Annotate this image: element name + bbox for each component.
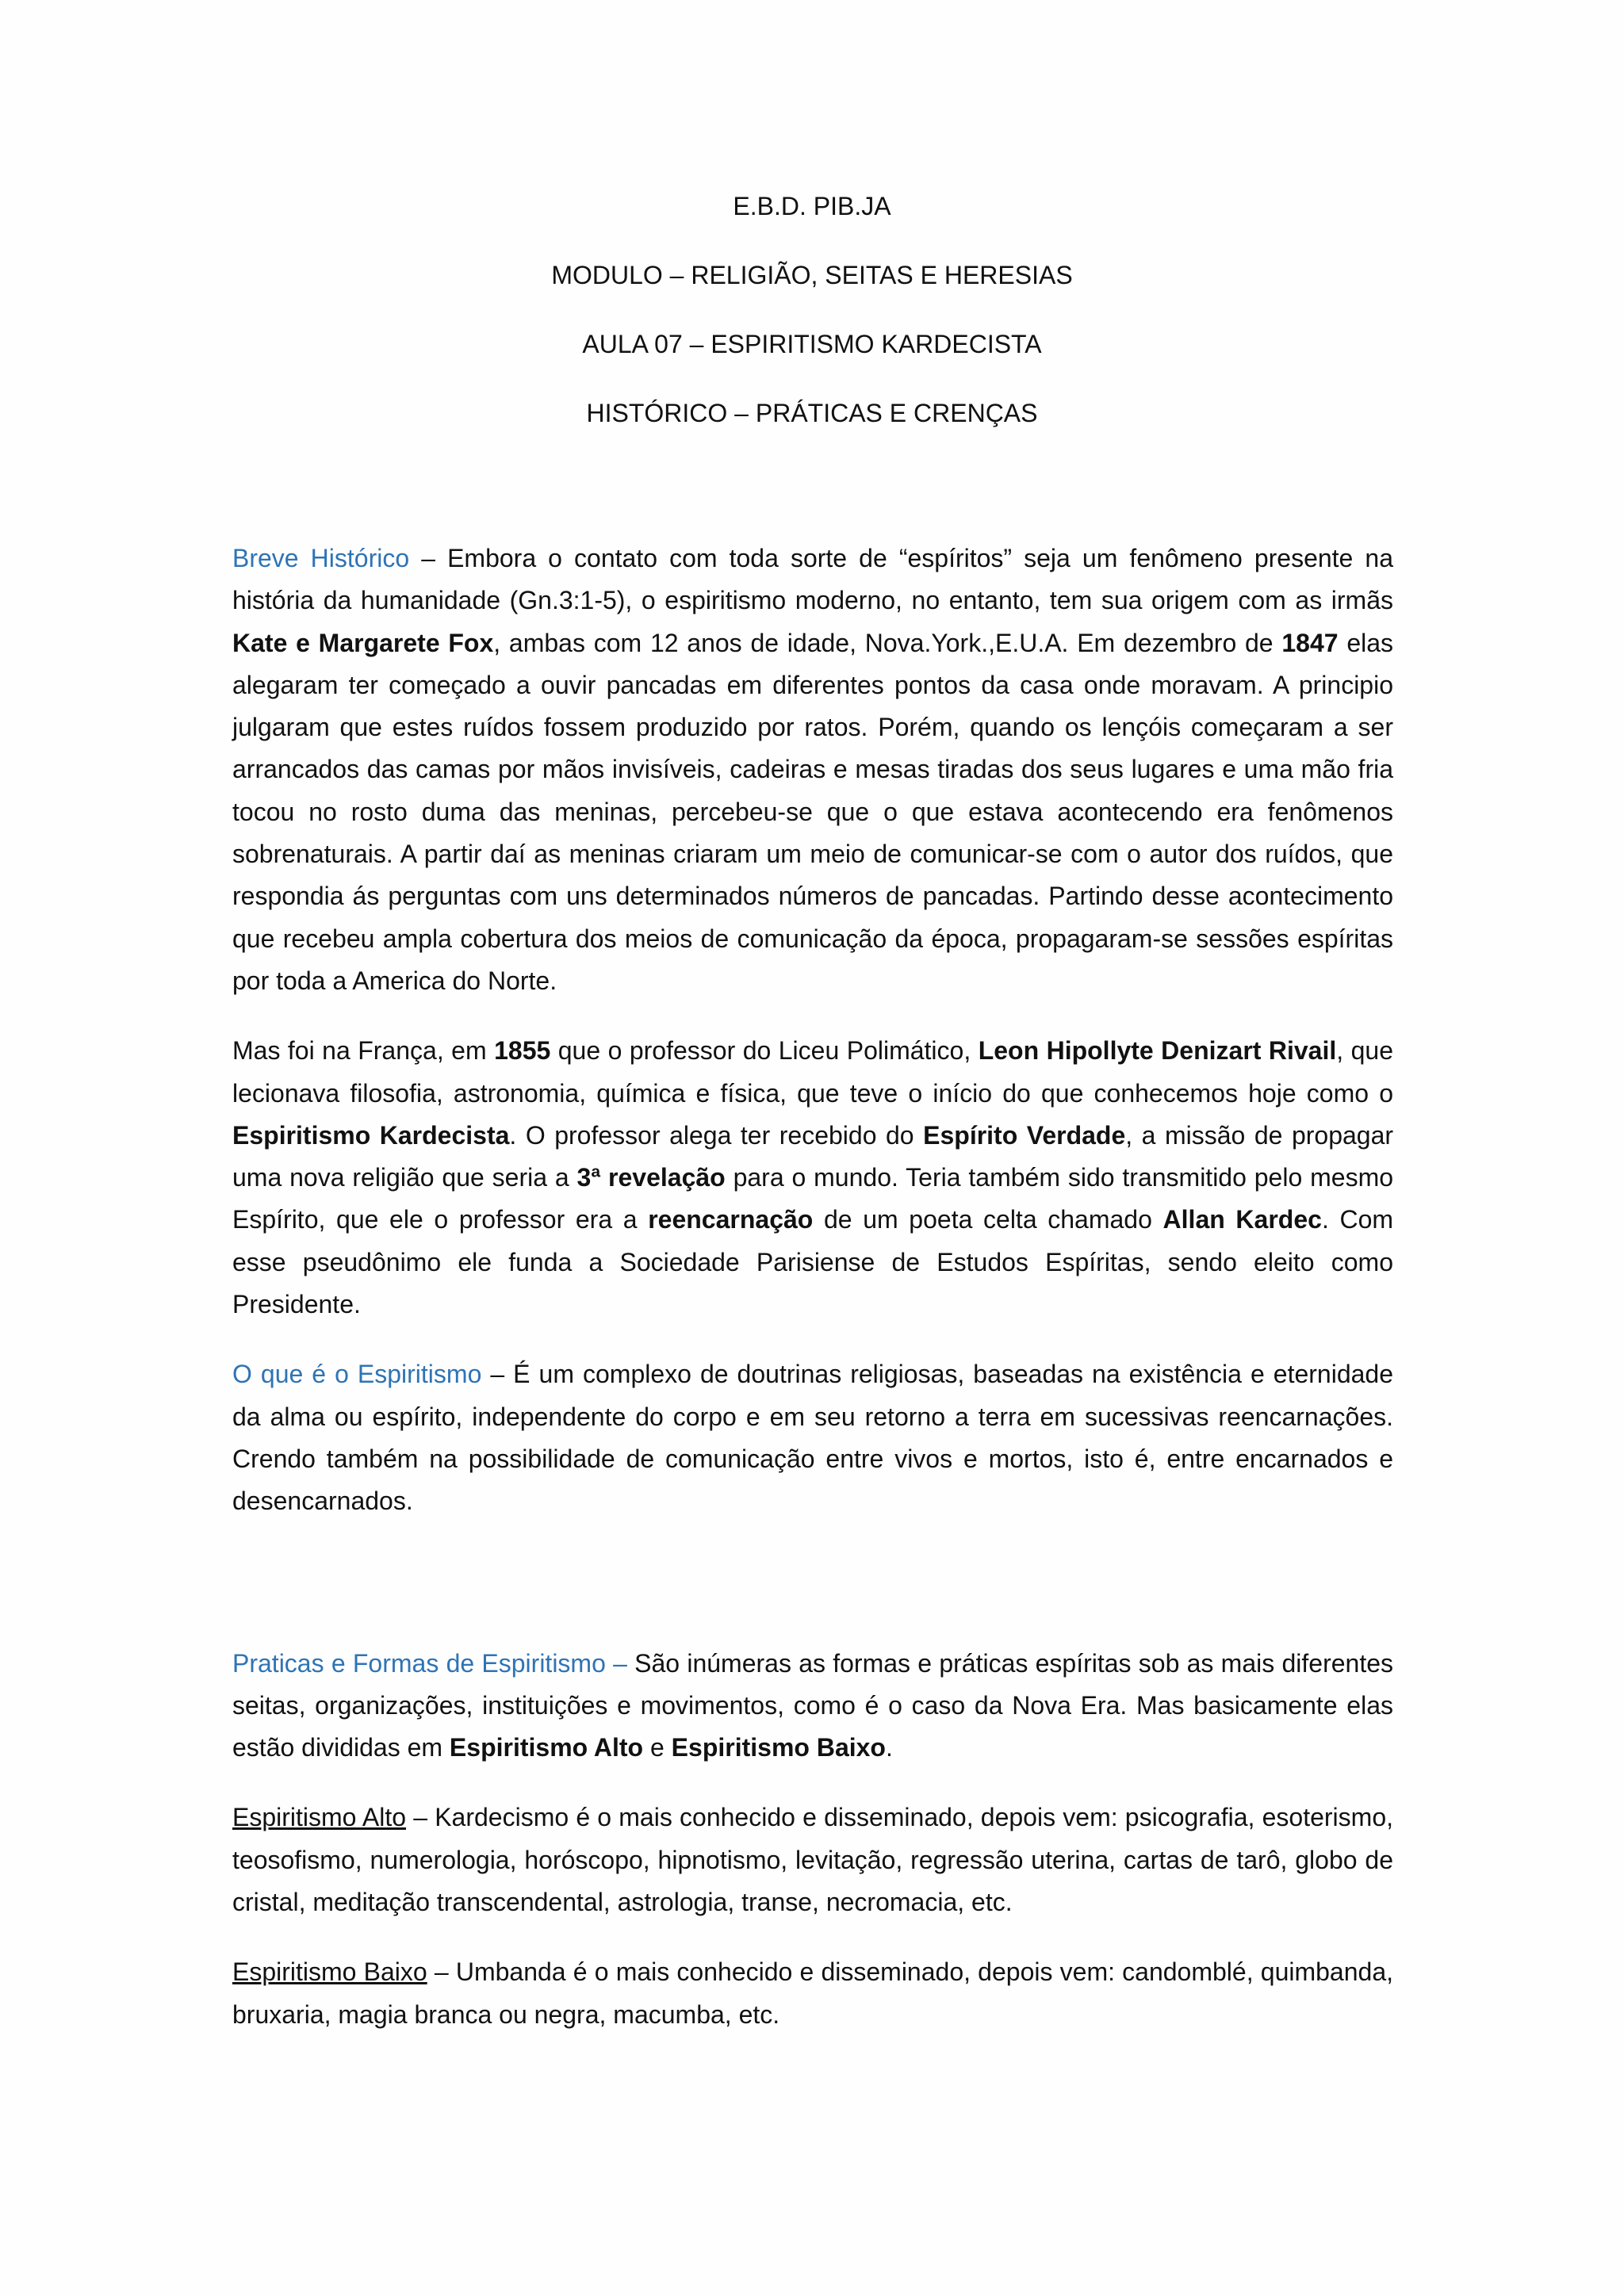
paragraph-text: que o professor do Liceu Polimático, [550,1036,979,1066]
lesson-title: AULA 07 – ESPIRITISMO KARDECISTA [582,330,1042,358]
bold-term: 1847 [1281,628,1339,657]
bold-term: Espiritismo Baixo [671,1733,886,1762]
bold-term: Kate e Margarete Fox [232,628,494,657]
bold-term: 3ª revelação [576,1163,726,1192]
section-heading-what-is: O que é o Espiritismo [232,1360,482,1389]
module-title: MODULO – RELIGIÃO, SEITAS E HERESIAS [551,261,1073,289]
paragraph-text: e [643,1733,672,1762]
paragraph-text: Mas foi na França, em [232,1036,495,1066]
paragraph-text: elas alegaram ter começado a ouvir pancadas em diferentes pontos da casa onde moravam. A principio julgaram que estes ruídos fossem produzido por ratos. Porém, quando os lençóis começaram a ser arrancados das camas por mãos invisíveis, cadeiras e mesas tiradas dos seus lugares e uma mão fria tocou no rosto duma das meninas, percebeu-se que o que estava acontecendo era fenômenos sobrenaturais. A partir daí as meninas criaram um meio de comunicar-se com o autor dos ruídos, que respondia ás perguntas com uns determinados números de pancadas. Partindo desse acontecimento que recebeu ampla cobertura dos meios de comunicação da época, propagaram-se sessões espíritas por toda a America do Norte. [232,628,1394,995]
paragraph-low-spiritism [232,1951,1393,2036]
bold-term: Allan Kardec [1162,1205,1322,1234]
bold-term: reencarnação [648,1205,814,1234]
paragraph-text: para o mundo. Teria também sido transmitido pelo mesmo Espírito, que ele o professor era a [232,1163,1394,1234]
paragraph-text: , ambas com 12 anos de idade, Nova.York.,E.U.A. Em dezembro de [493,628,1282,657]
school-title: E.B.D. PIB.JA [733,192,891,220]
bold-term: Leon Hipollyte Denizart Rivail [978,1036,1337,1066]
section-heading-practices: Praticas e Formas de Espiritismo – [232,1648,627,1678]
subheading-high-spiritism: Espiritismo Alto [232,1803,407,1832]
paragraph-text: , a missão de propagar uma nova religião que seria a [232,1120,1394,1192]
paragraph-text: – É um complexo de doutrinas religiosas, baseadas na existência e eternidade da alma ou espírito, independente do corpo e em seu retorno a terra em sucessivas reencarnações. Crendo também na possibilidade de comunicação entre vivos e mortos, isto é, entre encarnados e desencarnados. [232,1360,1394,1516]
section-heading-brief-history: Breve Histórico [232,544,410,572]
paragraph-what-is-spiritism [232,1353,1393,1522]
bold-term: Espiritismo Alto [449,1733,644,1762]
paragraph-text: . [885,1733,893,1762]
bold-term: 1855 [494,1036,551,1066]
paragraph-france [232,1030,1393,1326]
paragraph-high-spiritism [232,1797,1393,1923]
lesson-subtitle: HISTÓRICO – PRÁTICAS E CRENÇAS [586,399,1038,427]
bold-term: Espiritismo Kardecista [232,1120,510,1150]
paragraph-text: de um poeta celta chamado [813,1205,1163,1234]
document-body [232,538,1393,2064]
bold-term: Espírito Verdade [923,1120,1126,1150]
paragraph-text: . Com esse pseudônimo ele funda a Sociedade Parisiense de Estudos Espíritas, sendo eleito como Presidente. [232,1205,1394,1319]
paragraph-text: – Embora o contato com toda sorte de “espíritos” seja um fenômeno presente na história da humanidade (Gn.3:1-5), o espiritismo moderno, no entanto, tem sua origem com as irmãs [232,544,1394,615]
paragraph-text: . O professor alega ter recebido do [509,1120,924,1150]
paragraph-text: , que lecionava filosofia, astronomia, química e física, que teve o início do que conhecemos hoje como o [232,1036,1394,1108]
spacer [232,1551,1393,1643]
paragraph-text: São inúmeras as formas e práticas espíritas sob as mais diferentes seitas, organizações, instituições e movimentos, como é o caso da Nova Era. Mas basicamente elas estão divididas em [232,1648,1394,1762]
subheading-low-spiritism: Espiritismo Baixo [232,1957,427,1987]
paragraph-brief-history [232,538,1393,1002]
document-header [0,189,1624,465]
paragraph-text: – Umbanda é o mais conhecido e disseminado, depois vem: candomblé, quimbanda, bruxaria, magia branca ou negra, macumba, etc. [232,1957,1393,2029]
paragraph-practices [232,1643,1393,1770]
paragraph-text: – Kardecismo é o mais conhecido e disseminado, depois vem: psicografia, esoterismo, teosofismo, numerologia, horóscopo, hipnotismo, levitação, regressão uterina, cartas de tarô, globo de cristal, meditação transcendental, astrologia, transe, necromacia, etc. [232,1803,1394,1917]
